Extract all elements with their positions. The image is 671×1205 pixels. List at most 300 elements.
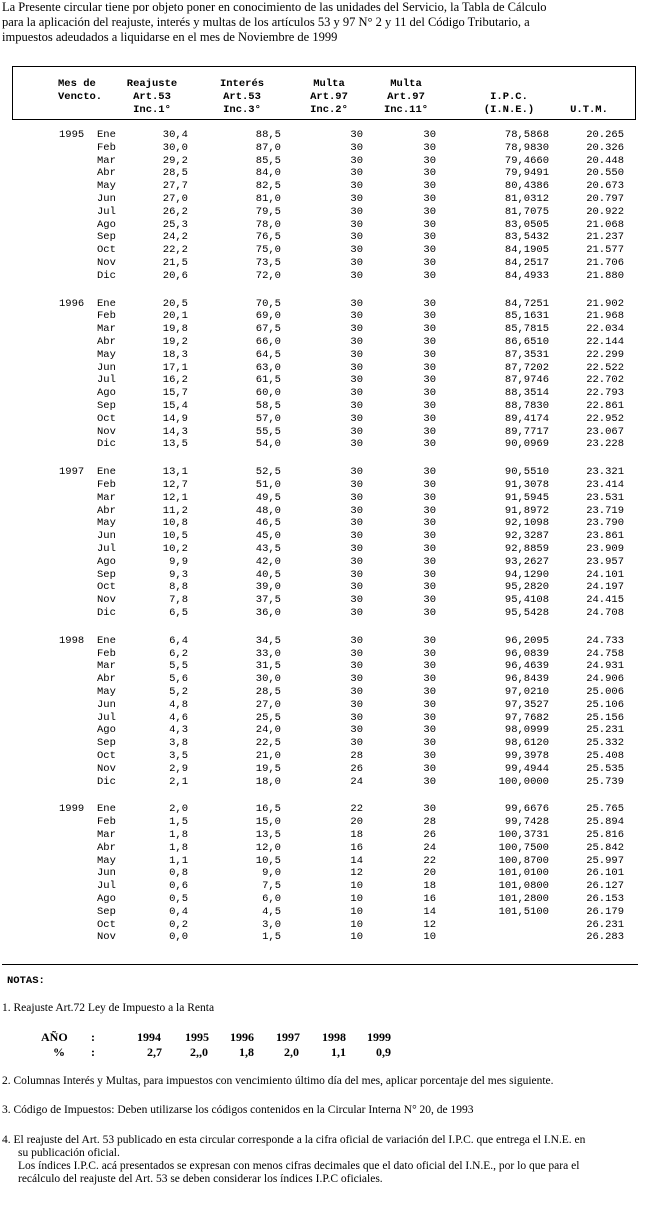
cell-multa-inc11: 30 [423, 374, 436, 387]
cell-utm: 21.706 [586, 257, 624, 269]
header-multa-inc2: Multa Art.97 Inc.2° [310, 78, 348, 116]
cell-multa-inc11: 30 [423, 686, 436, 698]
cell-interes: 13,5 [255, 829, 281, 841]
cell-interes: 42,0 [255, 555, 281, 568]
table-row [0, 674, 671, 685]
cell-multa-inc11: 30 [423, 634, 436, 647]
cell-interes: 1,5 [262, 931, 281, 944]
cell-month: Feb [97, 647, 116, 660]
pct-3: 1,8 [239, 1045, 254, 1059]
cell-month: Dic [97, 269, 116, 282]
cell-multa-inc11: 30 [423, 129, 436, 141]
cell-month: Jul [97, 711, 116, 724]
cell-year: 1998 [59, 634, 85, 647]
cell-interes: 84,0 [255, 167, 281, 180]
cell-ipc: 80,4386 [504, 180, 549, 193]
cell-multa-inc2: 30 [350, 205, 363, 218]
cell-multa-inc2: 30 [350, 568, 363, 581]
cell-ipc: 81,0312 [504, 193, 549, 205]
cell-multa-inc11: 30 [423, 594, 436, 607]
cell-multa-inc11: 24 [423, 841, 436, 854]
cell-multa-inc2: 30 [350, 517, 363, 530]
cell-reajuste: 17,1 [162, 361, 188, 374]
table-row [0, 700, 671, 711]
cell-reajuste: 13,1 [162, 466, 188, 479]
cell-multa-inc2: 30 [350, 269, 363, 282]
cell-multa-inc2: 30 [350, 297, 363, 310]
cell-ipc: 85,1631 [504, 310, 549, 323]
cell-multa-inc2: 30 [350, 737, 363, 750]
note-4-line-2: su publicación oficial. [18, 1147, 120, 1159]
cell-multa-inc2: 10 [350, 918, 363, 931]
cell-multa-inc11: 30 [423, 297, 436, 310]
cell-utm: 20.797 [586, 193, 624, 205]
cell-interes: 64,5 [255, 348, 281, 361]
cell-interes: 88,5 [255, 129, 281, 141]
cell-utm: 23.790 [586, 517, 624, 530]
note-1: 1. Reajuste Art.72 Ley de Impuesto a la Renta [2, 1002, 215, 1014]
cell-multa-inc11: 30 [423, 737, 436, 750]
cell-multa-inc11: 30 [423, 673, 436, 686]
cell-ipc: 92,8859 [504, 543, 549, 555]
cell-multa-inc2: 30 [350, 387, 363, 400]
year-colon: : [91, 1030, 95, 1044]
cell-month: Sep [97, 905, 116, 918]
cell-multa-inc11: 30 [423, 310, 436, 323]
cell-multa-inc11: 30 [423, 218, 436, 231]
cell-ipc: 95,2820 [504, 581, 549, 594]
cell-interes: 69,0 [255, 310, 281, 323]
cell-reajuste: 27,7 [162, 180, 188, 193]
cell-multa-inc2: 30 [350, 129, 363, 141]
cell-interes: 60,0 [255, 387, 281, 400]
cell-interes: 28,5 [255, 686, 281, 698]
intro-line-3: impuestos adeudados a liquidarse en el mes de Noviembre de 1999 [2, 30, 338, 44]
cell-month: Ene [97, 634, 116, 647]
cell-month: Abr [97, 167, 116, 180]
cell-month: Oct [97, 750, 116, 762]
note-4-line-3: Los índices I.P.C. acá presentados se expresan con menos cifras decimales que el dato oficial del I.N.E., por lo que para el [18, 1160, 580, 1172]
table-row [0, 830, 671, 841]
cell-reajuste: 1,8 [169, 841, 188, 854]
table-row [0, 299, 671, 310]
cell-multa-inc11: 30 [423, 231, 436, 244]
cell-multa-inc2: 18 [350, 829, 363, 841]
cell-ipc: 89,7717 [504, 425, 549, 438]
cell-ipc: 96,2095 [504, 634, 549, 647]
cell-reajuste: 12,7 [162, 479, 188, 491]
table-row [0, 894, 671, 905]
cell-reajuste: 8,8 [169, 581, 188, 594]
table-row [0, 868, 671, 879]
cell-multa-inc2: 30 [350, 698, 363, 711]
cell-ipc: 91,3078 [504, 479, 549, 491]
cell-interes: 54,0 [255, 438, 281, 451]
pct-row [0, 1045, 671, 1060]
table-row [0, 143, 671, 154]
cell-interes: 4,5 [262, 905, 281, 918]
note-4 [2, 1134, 670, 1186]
table-row [0, 480, 671, 491]
table-row [0, 271, 671, 282]
year-row [0, 1030, 671, 1045]
cell-utm: 26.179 [586, 905, 624, 918]
cell-utm: 25.894 [586, 816, 624, 829]
cell-month: Jun [97, 193, 116, 205]
cell-interes: 12,0 [255, 841, 281, 854]
pct-1: 2,7 [147, 1045, 162, 1059]
cell-month: Mar [97, 660, 116, 673]
cell-utm: 24.758 [586, 647, 624, 660]
cell-interes: 46,5 [255, 517, 281, 530]
cell-reajuste: 30,4 [162, 129, 188, 141]
cell-multa-inc11: 26 [423, 829, 436, 841]
cell-utm: 23.414 [586, 479, 624, 491]
cell-multa-inc2: 10 [350, 931, 363, 944]
cell-reajuste: 29,2 [162, 154, 188, 167]
cell-interes: 34,5 [255, 634, 281, 647]
cell-ipc: 97,0210 [504, 686, 549, 698]
cell-interes: 81,0 [255, 193, 281, 205]
cell-month: Ene [97, 466, 116, 479]
cell-multa-inc11: 30 [423, 530, 436, 543]
cell-interes: 63,0 [255, 361, 281, 374]
cell-month: Mar [97, 323, 116, 336]
cell-multa-inc11: 30 [423, 775, 436, 788]
cell-multa-inc11: 14 [423, 905, 436, 918]
cell-multa-inc2: 10 [350, 893, 363, 905]
cell-utm: 24.906 [586, 673, 624, 686]
cell-interes: 37,5 [255, 594, 281, 607]
cell-multa-inc11: 30 [423, 568, 436, 581]
cell-ipc: 78,9830 [504, 141, 549, 154]
cell-multa-inc11: 30 [423, 193, 436, 205]
cell-multa-inc2: 30 [350, 167, 363, 180]
cell-multa-inc11: 30 [423, 555, 436, 568]
table-row [0, 713, 671, 724]
cell-ipc: 94,1290 [504, 568, 549, 581]
cell-utm: 25.765 [586, 803, 624, 816]
cell-month: Jul [97, 374, 116, 387]
cell-reajuste: 12,1 [162, 491, 188, 504]
cell-interes: 43,5 [255, 543, 281, 555]
cell-month: Ago [97, 218, 116, 231]
cell-interes: 73,5 [255, 257, 281, 269]
cell-reajuste: 5,6 [169, 673, 188, 686]
cell-interes: 9,0 [262, 867, 281, 880]
notes-divider [2, 964, 638, 965]
cell-multa-inc11: 30 [423, 803, 436, 816]
table-row [0, 738, 671, 749]
table-row [0, 804, 671, 815]
cell-utm: 21.577 [586, 244, 624, 257]
table-row [0, 467, 671, 478]
cell-utm: 24.101 [586, 568, 624, 581]
cell-month: Ago [97, 555, 116, 568]
cell-multa-inc2: 30 [350, 555, 363, 568]
pct-4: 2,0 [284, 1045, 299, 1059]
table-row [0, 388, 671, 399]
table-row [0, 181, 671, 192]
cell-utm: 24.415 [586, 594, 624, 607]
cell-reajuste: 1,5 [169, 816, 188, 829]
cell-utm: 25.156 [586, 711, 624, 724]
cell-month: Nov [97, 931, 116, 944]
table-row [0, 337, 671, 348]
cell-multa-inc2: 30 [350, 634, 363, 647]
cell-ipc: 90,0969 [504, 438, 549, 451]
cell-ipc: 87,9746 [504, 374, 549, 387]
cell-multa-inc11: 28 [423, 816, 436, 829]
cell-multa-inc11: 12 [423, 918, 436, 931]
cell-interes: 85,5 [255, 154, 281, 167]
cell-ipc: 99,4944 [504, 762, 549, 775]
table-row [0, 493, 671, 504]
cell-multa-inc11: 30 [423, 205, 436, 218]
pct-colon: : [91, 1045, 95, 1059]
cell-month: Nov [97, 425, 116, 438]
cell-interes: 15,0 [255, 816, 281, 829]
cell-multa-inc11: 30 [423, 141, 436, 154]
cell-multa-inc2: 30 [350, 257, 363, 269]
cell-multa-inc11: 30 [423, 581, 436, 594]
cell-year: 1997 [59, 466, 85, 479]
cell-multa-inc11: 30 [423, 504, 436, 517]
pct-5: 1,1 [331, 1045, 346, 1059]
cell-utm: 21.068 [586, 218, 624, 231]
cell-multa-inc11: 30 [423, 425, 436, 438]
cell-interes: 6,0 [262, 893, 281, 905]
cell-multa-inc2: 16 [350, 841, 363, 854]
cell-multa-inc2: 30 [350, 724, 363, 737]
cell-reajuste: 20,6 [162, 269, 188, 282]
cell-year: 1999 [59, 803, 85, 816]
cell-reajuste: 4,6 [169, 711, 188, 724]
cell-multa-inc2: 30 [350, 231, 363, 244]
table-row [0, 636, 671, 647]
notes-title: NOTAS: [7, 975, 45, 987]
cell-interes: 52,5 [255, 466, 281, 479]
table-row [0, 311, 671, 322]
cell-ipc: 90,5510 [504, 466, 549, 479]
cell-reajuste: 0,5 [169, 893, 188, 905]
cell-reajuste: 24,2 [162, 231, 188, 244]
cell-utm: 26.231 [586, 918, 624, 931]
cell-multa-inc11: 22 [423, 854, 436, 867]
cell-month: May [97, 348, 116, 361]
cell-multa-inc2: 30 [350, 374, 363, 387]
cell-ipc: 84,7251 [504, 297, 549, 310]
cell-ipc: 97,7682 [504, 711, 549, 724]
intro-line-1: La Presente circular tiene por objeto poner en conocimiento de las unidades del Servicio, la Tabla de Cálculo [2, 0, 547, 14]
cell-multa-inc2: 30 [350, 438, 363, 451]
cell-ipc: 91,8972 [504, 504, 549, 517]
cell-interes: 58,5 [255, 400, 281, 412]
cell-ipc: 96,0839 [504, 647, 549, 660]
note-2: 2. Columnas Interés y Multas, para impuestos con vencimiento último día del mes, aplicar porcentaje del mes siguiente. [2, 1075, 554, 1087]
cell-interes: 61,5 [255, 374, 281, 387]
table-row [0, 595, 671, 606]
table-row [0, 544, 671, 555]
cell-multa-inc11: 30 [423, 711, 436, 724]
table-row [0, 324, 671, 335]
cell-ipc: 84,4933 [504, 269, 549, 282]
table-row [0, 649, 671, 660]
cell-multa-inc11: 30 [423, 607, 436, 619]
cell-reajuste: 20,1 [162, 310, 188, 323]
table-row [0, 427, 671, 438]
cell-multa-inc11: 18 [423, 880, 436, 893]
year-1: 1994 [137, 1030, 161, 1044]
cell-multa-inc11: 30 [423, 491, 436, 504]
cell-utm: 25.535 [586, 762, 624, 775]
cell-ipc: 97,3527 [504, 698, 549, 711]
cell-month: Jun [97, 361, 116, 374]
cell-multa-inc11: 30 [423, 323, 436, 336]
table-row [0, 881, 671, 892]
cell-interes: 30,0 [255, 673, 281, 686]
cell-multa-inc2: 30 [350, 180, 363, 193]
cell-reajuste: 19,2 [162, 336, 188, 348]
cell-month: Ago [97, 724, 116, 737]
cell-reajuste: 5,2 [169, 686, 188, 698]
table-row [0, 557, 671, 568]
cell-month: Abr [97, 673, 116, 686]
cell-month: Feb [97, 310, 116, 323]
cell-interes: 3,0 [262, 918, 281, 931]
cell-interes: 22,5 [255, 737, 281, 750]
table-row [0, 777, 671, 788]
cell-multa-inc2: 30 [350, 154, 363, 167]
cell-month: Ago [97, 387, 116, 400]
table-row [0, 194, 671, 205]
cell-interes: 25,5 [255, 711, 281, 724]
cell-interes: 66,0 [255, 336, 281, 348]
cell-multa-inc11: 20 [423, 867, 436, 880]
cell-multa-inc2: 30 [350, 218, 363, 231]
cell-month: Jul [97, 880, 116, 893]
cell-ipc: 99,3978 [504, 750, 549, 762]
cell-multa-inc2: 14 [350, 854, 363, 867]
cell-multa-inc2: 30 [350, 711, 363, 724]
cell-utm: 22.144 [586, 336, 624, 348]
cell-multa-inc11: 30 [423, 412, 436, 425]
year-3: 1996 [230, 1030, 254, 1044]
cell-utm: 23.531 [586, 491, 624, 504]
cell-multa-inc2: 30 [350, 686, 363, 698]
table-row [0, 843, 671, 854]
note-4-line-1: 4. El reajuste del Art. 53 publicado en esta circular corresponde a la cifra oficial de variación del I.P.C. que entrega el I.N.E. en [2, 1134, 586, 1146]
cell-reajuste: 20,5 [162, 297, 188, 310]
cell-utm: 26.283 [586, 931, 624, 944]
cell-ipc: 78,5868 [504, 129, 549, 141]
cell-utm: 26.127 [586, 880, 624, 893]
cell-interes: 79,5 [255, 205, 281, 218]
table-row [0, 350, 671, 361]
table-row [0, 725, 671, 736]
cell-month: May [97, 686, 116, 698]
table-row [0, 817, 671, 828]
cell-reajuste: 6,2 [169, 647, 188, 660]
cell-reajuste: 0,0 [169, 931, 188, 944]
table-row [0, 414, 671, 425]
cell-multa-inc2: 30 [350, 673, 363, 686]
cell-ipc: 87,7202 [504, 361, 549, 374]
cell-multa-inc2: 10 [350, 880, 363, 893]
cell-multa-inc2: 12 [350, 867, 363, 880]
cell-month: Jul [97, 205, 116, 218]
cell-reajuste: 13,5 [162, 438, 188, 451]
cell-utm: 22.861 [586, 400, 624, 412]
table-row [0, 751, 671, 762]
cell-utm: 23.861 [586, 530, 624, 543]
cell-month: Ene [97, 297, 116, 310]
cell-utm: 25.106 [586, 698, 624, 711]
cell-ipc: 83,0505 [504, 218, 549, 231]
cell-month: Ene [97, 129, 116, 141]
cell-reajuste: 3,8 [169, 737, 188, 750]
cell-multa-inc2: 30 [350, 581, 363, 594]
cell-multa-inc11: 30 [423, 387, 436, 400]
cell-ipc: 96,8439 [504, 673, 549, 686]
note-3: 3. Código de Impuestos: Deben utilizarse los códigos contenidos en la Circular Interna N° 20, de 1993 [2, 1104, 474, 1116]
cell-ipc: 83,5432 [504, 231, 549, 244]
table-row [0, 920, 671, 931]
cell-interes: 49,5 [255, 491, 281, 504]
cell-utm: 24.708 [586, 607, 624, 619]
cell-reajuste: 7,8 [169, 594, 188, 607]
cell-utm: 22.034 [586, 323, 624, 336]
table-row [0, 518, 671, 529]
cell-multa-inc2: 20 [350, 816, 363, 829]
cell-utm: 26.101 [586, 867, 624, 880]
cell-reajuste: 0,8 [169, 867, 188, 880]
cell-multa-inc11: 30 [423, 479, 436, 491]
cell-ipc: 89,4174 [504, 412, 549, 425]
cell-year: 1996 [59, 297, 85, 310]
cell-interes: 31,5 [255, 660, 281, 673]
cell-year: 1995 [59, 129, 85, 141]
cell-multa-inc2: 26 [350, 762, 363, 775]
cell-month: Feb [97, 141, 116, 154]
cell-ipc: 84,2517 [504, 257, 549, 269]
pct-label: % [53, 1045, 65, 1059]
cell-reajuste: 0,6 [169, 880, 188, 893]
cell-interes: 70,5 [255, 297, 281, 310]
cell-multa-inc11: 30 [423, 660, 436, 673]
table-row [0, 439, 671, 450]
cell-utm: 23.228 [586, 438, 624, 451]
cell-multa-inc2: 30 [350, 594, 363, 607]
cell-ipc: 84,1905 [504, 244, 549, 257]
table-row [0, 856, 671, 867]
cell-month: Sep [97, 737, 116, 750]
cell-month: May [97, 517, 116, 530]
cell-interes: 24,0 [255, 724, 281, 737]
cell-reajuste: 18,3 [162, 348, 188, 361]
cell-ipc: 92,3287 [504, 530, 549, 543]
cell-multa-inc2: 30 [350, 647, 363, 660]
cell-utm: 23.321 [586, 466, 624, 479]
cell-month: Dic [97, 438, 116, 451]
cell-reajuste: 22,2 [162, 244, 188, 257]
cell-month: Sep [97, 568, 116, 581]
cell-reajuste: 25,3 [162, 218, 188, 231]
cell-ipc: 79,4660 [504, 154, 549, 167]
header-multa-inc11: Multa Art.97 Inc.11° [383, 78, 429, 116]
cell-ipc: 100,3731 [498, 829, 549, 841]
cell-ipc: 98,6120 [504, 737, 549, 750]
